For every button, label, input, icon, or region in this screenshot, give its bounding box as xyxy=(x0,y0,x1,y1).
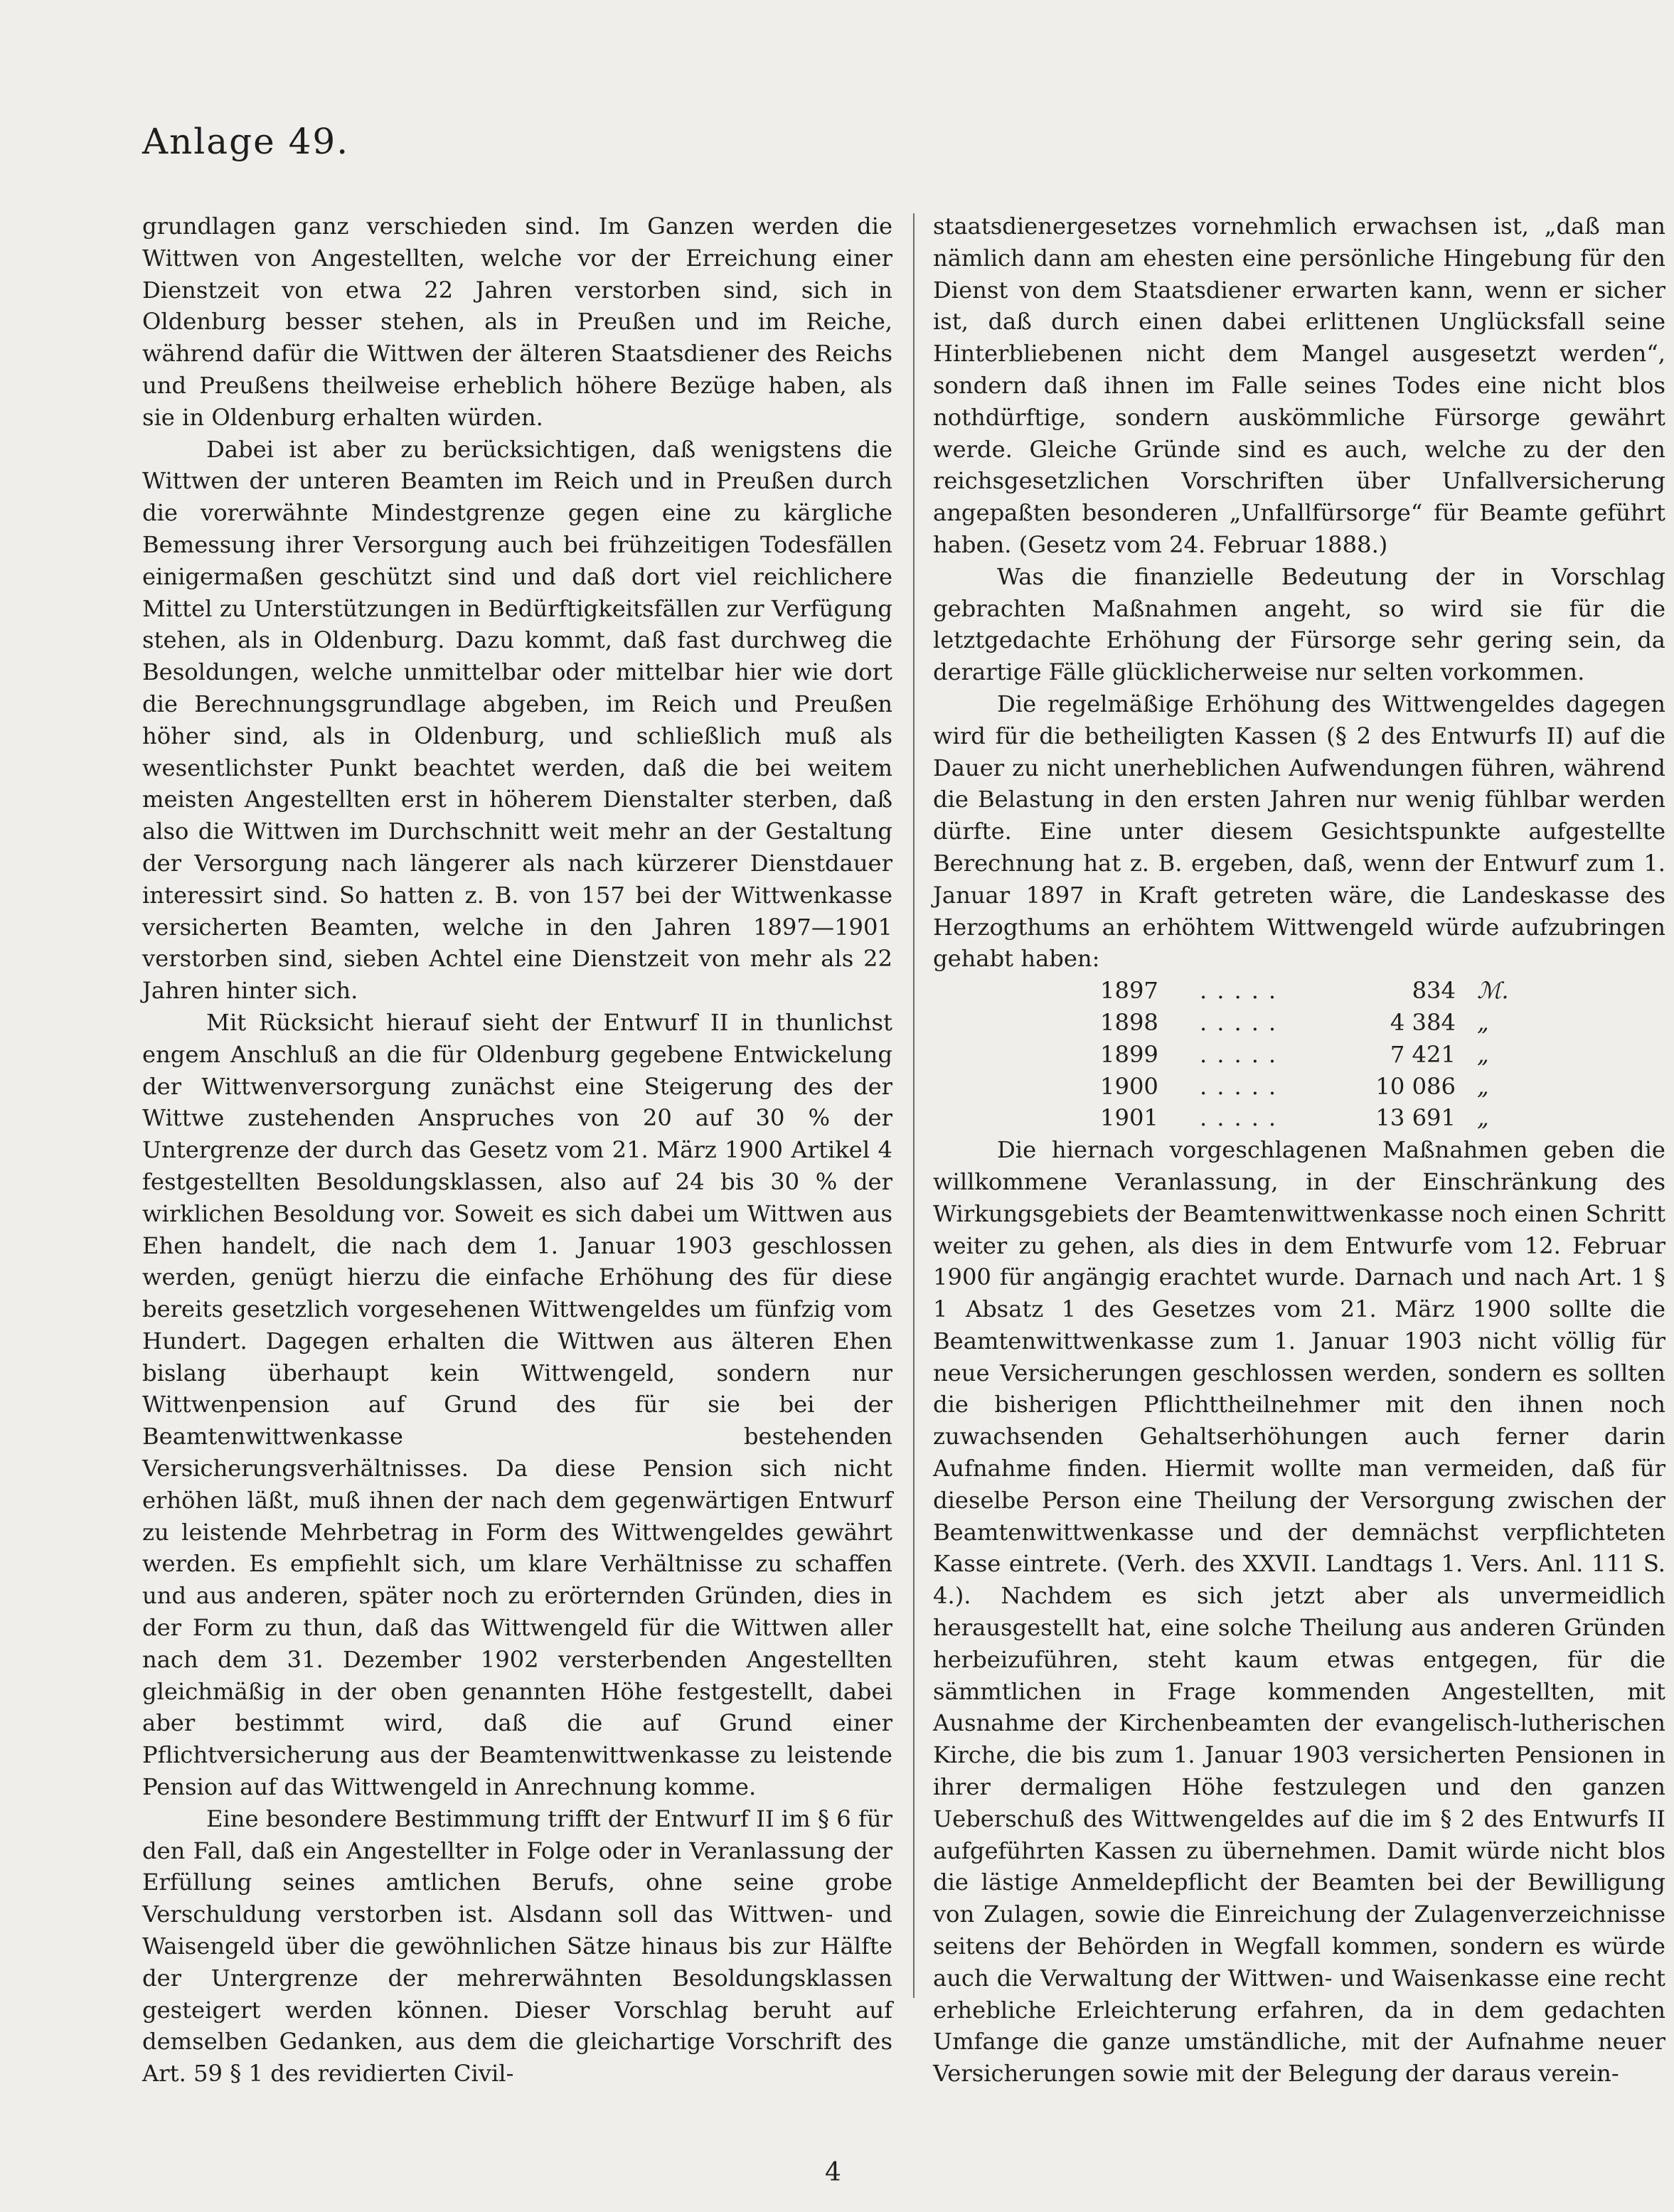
paragraph: Eine besondere Bestimmung trifft der Entwurf II im § 6 für den Fall, daß ein Angestellter in Folge oder in Veranlassung der Erfüllung seines amtlichen Berufs, ohne seine grobe Verschuldung verstorben ist. Alsdann soll das Wittwen- und Waisengeld über die gewöhnlichen Sätze hinaus bis zur Hälfte der Untergrenze der mehrerwähnten Besoldungsklassen gesteigert werden können. Dieser Vorschlag beruht auf demselben Gedanken, aus dem die gleichartige Vorschrift des Art. 59 § 1 des revidierten Civil- xyxy=(142,1805,892,2088)
page-number: 4 xyxy=(825,2158,841,2187)
paragraph: grundlagen ganz verschieden sind. Im Ganzen werden die Wittwen von Angestellten, welche vor der Erreichung einer Dienstzeit von etwa 22 Jahren verstorben sind, sich in Oldenburg besser stehen, als in Preußen und im Reiche, während dafür die Wittwen der älteren Staatsdiener des Reichs und Preußens theilweise erheblich höhere Bezüge haben, als sie in Oldenburg erhalten würden. xyxy=(142,213,892,431)
table-cell-leader: ..... xyxy=(1200,1072,1286,1100)
table-cell-unit: „ xyxy=(1477,1104,1489,1132)
table-cell-year: 1900 xyxy=(1100,1072,1158,1100)
table-cell-year: 1899 xyxy=(1100,1040,1158,1068)
paragraph: staatsdienergesetzes vornehmlich erwachsen ist, „daß man nämlich dann am ehesten eine persönliche Hingebung für den Dienst von dem Staatsdiener erwarten kann, wenn er sicher ist, daß durch einen dabei erlittenen Unglücksfall seine Hinterbliebenen nicht dem Mangel ausgesetzt werden“, sondern daß ihnen im Falle seines Todes eine nicht blos nothdürftige, sondern auskömmliche Fürsorge gewährt werde. Gleiche Gründe sind es auch, welche zu der den reichsgesetzlichen Vorschriften über Unfallversicherung angepaßten besonderen „Unfallfürsorge“ für Beamte geführt haben. (Gesetz vom 24. Februar 1888.) xyxy=(933,213,1665,558)
paragraph: Die hiernach vorgeschlagenen Maßnahmen geben die willkommene Veranlassung, in der Einschränkung des Wirkungsgebiets der Beamtenwittwenkasse noch einen Schritt weiter zu gehen, als dies in dem Entwurfe vom 12. Februar 1900 für angängig erachtet wurde. Darnach und nach Art. 1 § 1 Absatz 1 des Gesetzes vom 21. März 1900 sollte die Beamtenwittwenkasse zum 1. Januar 1903 nicht völlig für neue Versicherungen geschlossen werden, sondern es sollten die bisherigen Pflichttheilnehmer mit den ihnen noch zuwachsenden Gehaltserhöhungen auch ferner darin Aufnahme finden. Hiermit wollte man vermeiden, daß für dieselbe Person eine Theilung der Versorgung zwischen der Beamtenwittwenkasse und der demnächst verpflichteten Kasse eintrete. (Verh. des XXVII. Landtags 1. Vers. Anl. 111 S. 4.). Nachdem es sich jetzt aber als unvermeidlich herausgestellt hat, eine solche Theilung aus anderen Gründen herbeizuführen, steht kaum etwas entgegen, für die sämmtlichen in Frage kommenden Angestellten, mit Ausnahme der Kirchenbeamten der evangelisch-lutherischen Kirche, die bis zum 1. Januar 1903 versicherten Pensionen in ihrer dermaligen Höhe festzulegen und den ganzen Ueberschuß des Wittwengeldes auf die im § 2 des Entwurfs II aufgeführten Kassen zu übernehmen. Damit würde nicht blos die lästige Anmeldepflicht der Beamten bei der Bewilligung von Zulagen, sowie die Einreichung der Zulagenverzeichnisse seitens der Behörden in Wegfall kommen, sondern es würde auch die Verwaltung der Wittwen- und Waisenkasse eine recht erhebliche Erleichterung erfahren, da in dem gedachten Umfange die ganze umständliche, mit der Aufnahme neuer Versicherungen sowie mit der Belegung der daraus verein- xyxy=(933,1136,1665,2088)
paragraph: Mit Rücksicht hierauf sieht der Entwurf II in thunlichst engem Anschluß an die für Oldenburg gegebene Entwickelung der Wittwenversorgung zunächst eine Steigerung des der Wittwe zustehenden Anspruches von 20 auf 30 % der Untergrenze der durch das Gesetz vom 21. März 1900 Artikel 4 festgestellten Besoldungsklassen, also auf 24 bis 30 % der wirklichen Besoldung vor. Soweit es sich dabei um Wittwen aus Ehen handelt, die nach dem 1. Januar 1903 geschlossen werden, genügt hierzu die einfache Erhöhung des für diese bereits gesetzlich vorgesehenen Wittwengeldes um fünfzig vom Hundert. Dagegen erhalten die Wittwen aus älteren Ehen bislang überhaupt kein Wittwengeld, sondern nur Wittwenpension auf Grund des für sie bei der Beamtenwittwenkasse bestehenden Versicherungsverhältnisses. Da diese Pension sich nicht erhöhen läßt, muß ihnen der nach dem gegenwärtigen Entwurf zu leistende Mehrbetrag in Form des Wittwengeldes gewährt werden. Es empfiehlt sich, um klare Verhältnisse zu schaffen und aus anderen, später noch zu erörternden Gründen, dies in der Form zu thun, daß das Wittwengeld für die Wittwen aller nach dem 31. Dezember 1902 versterbenden Angestellten gleichmäßig in der oben genannten Höhe festgestellt, dabei aber bestimmt wird, daß die auf Grund einer Pflichtversicherung aus der Beamtenwittwenkasse zu leistende Pension auf das Wittwengeld in Anrechnung komme. xyxy=(142,1008,892,1801)
left-column xyxy=(142,210,892,2090)
table-cell-year: 1901 xyxy=(1100,1104,1158,1132)
right-column xyxy=(933,210,1665,2090)
table-cell-amount: 10 086 xyxy=(1375,1072,1456,1100)
table-cell-year: 1898 xyxy=(1100,1008,1158,1036)
table-cell-amount: 7 421 xyxy=(1390,1040,1456,1068)
table-cell-amount: 834 xyxy=(1412,977,1456,1005)
table-cell-leader: ..... xyxy=(1200,1040,1286,1068)
table-cell-year: 1897 xyxy=(1100,977,1158,1005)
table-cell-leader: ..... xyxy=(1200,977,1286,1005)
table-cell-unit: „ xyxy=(1477,1008,1489,1036)
table-row xyxy=(1100,1102,1509,1134)
table-cell-unit: „ xyxy=(1477,1040,1489,1068)
table-cell-leader: ..... xyxy=(1200,1008,1286,1036)
column-divider xyxy=(913,213,915,1998)
paragraph: Was die finanzielle Bedeutung der in Vorschlag gebrachten Maßnahmen angeht, so wird sie für die letztgedachte Erhöhung der Fürsorge sehr gering sein, da derartige Fälle glücklicherweise nur selten vorkommen. xyxy=(933,562,1665,686)
paragraph: Dabei ist aber zu berücksichtigen, daß wenigstens die Wittwen der unteren Beamten im Reich und in Preußen durch die vorerwähnte Mindestgrenze gegen eine zu kärgliche Bemessung ihrer Versorgung auch bei frühzeitigen Todesfällen einigermaßen geschützt sind und daß dort viel reichlichere Mittel zu Unterstützungen in Bedürftigkeitsfällen zur Verfügung stehen, als in Oldenburg. Dazu kommt, daß fast durchweg die Besoldungen, welche unmittelbar oder mittelbar hier wie dort die Berechnungsgrundlage abgeben, im Reich und Preußen höher sind, als in Oldenburg, und schließlich muß als wesentlichster Punkt beachtet werden, daß die bei weitem meisten Angestellten erst in höherem Dienstalter sterben, daß also die Wittwen im Durchschnitt weit mehr an der Gestaltung der Versorgung nach längerer als nach kürzerer Dienstdauer interessirt sind. So hatten z. B. von 157 bei der Wittwenkasse versicherten Beamten, welche in den Jahren 1897—1901 verstorben sind, sieben Achtel eine Dienstzeit von mehr als 22 Jahren hinter sich. xyxy=(142,435,892,1005)
table-cell-amount: 4 384 xyxy=(1390,1008,1456,1036)
table-cell-unit: ℳ. xyxy=(1477,977,1509,1005)
table-row xyxy=(1100,1071,1509,1103)
paragraph: Die regelmäßige Erhöhung des Wittwengeldes dagegen wird für die betheiligten Kassen (§ 2 des Entwurfs II) auf die Dauer zu nicht unerheblichen Aufwendungen führen, während die Belastung in den ersten Jahren nur wenig fühlbar werden dürfte. Eine unter diesem Gesichtspunkte aufgestellte Berechnung hat z. B. ergeben, daß, wenn der Entwurf zum 1. Januar 1897 in Kraft getreten wäre, die Landeskasse des Herzogthums an erhöhtem Wittwengeld würde aufzubringen gehabt haben: xyxy=(933,690,1665,973)
table-row xyxy=(1100,1039,1509,1071)
payment-table xyxy=(1100,975,1509,1134)
table-cell-leader: ..... xyxy=(1200,1104,1286,1132)
page-header: Anlage 49. xyxy=(142,121,350,162)
table-cell-amount: 13 691 xyxy=(1375,1104,1456,1132)
table-cell-unit: „ xyxy=(1477,1072,1489,1100)
table-row xyxy=(1100,975,1509,1007)
table-row xyxy=(1100,1007,1509,1039)
